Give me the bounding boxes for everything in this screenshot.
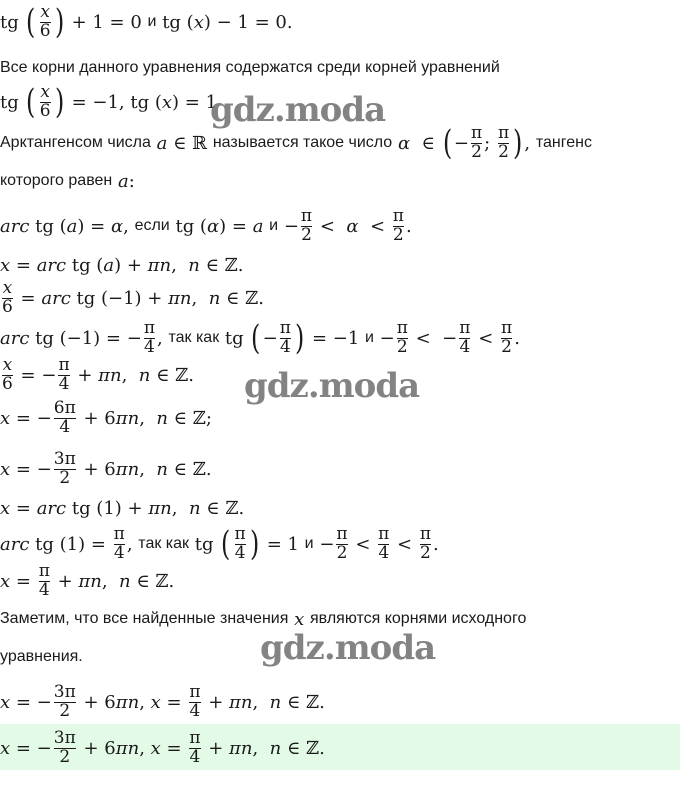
equation-line-15: x = π 4 + πn, n ∈ ℤ.: [0, 560, 175, 600]
equation-line-13: x = arc tg (1) + πn, n ∈ ℤ.: [0, 497, 245, 519]
equation-line-11: x = − 6π 4 + 6πn, n ∈ ℤ;: [0, 397, 212, 437]
definition-line: Арктангенсом числа a ∈ ℝ называется такое число α ∈ ( − π 2 ; π 2 ) , тангенс: [0, 122, 592, 163]
equation-line-12: x = − 3π 2 + 6πn, n ∈ ℤ.: [0, 448, 212, 488]
text-line-which: которого равен a:: [0, 170, 135, 192]
equation-line-8: x 6 = arc tg (−1) + πn, n ∈ ℤ.: [2, 277, 264, 317]
equation-line-18: x = − 3π 2 + 6πn, x = π 4 + πn, n ∈ ℤ.: [0, 681, 325, 721]
answer-line: x = − 3π 2 + 6πn, x = π 4 + πn, n ∈ ℤ.: [0, 727, 325, 767]
equation-line-9: arc tg (−1) = − π 4 , так как tg ( − π 4 ) = −1 и − π 2 < − π 4 < π 2 .: [0, 317, 520, 358]
watermark-logo: gdz.moda: [244, 366, 420, 406]
text-line-roots: Все корни данного уравнения содержатся среди корней уравнений: [0, 59, 500, 76]
equation-line-6: arc tg (a) = α, если tg (α) = a и − π 2 < α < π 2 .: [0, 205, 412, 245]
equation-line-3: tg ( x 6 ) = −1, tg (x) = 1: [0, 81, 218, 122]
watermark-logo: gdz.moda: [210, 90, 386, 130]
equation-line-1: tg ( x 6 ) + 1 = 0 и tg (x) − 1 = 0.: [0, 1, 293, 42]
text-line-note: Заметим, что все найденные значения x являются корнями исходного: [0, 608, 527, 630]
watermark-logo: gdz.moda: [260, 628, 436, 668]
equation-line-7: x = arc tg (a) + πn, n ∈ ℤ.: [0, 254, 244, 276]
equation-line-14: arc tg (1) = π 4 , так как tg ( π 4 ) = 1 и − π 2 < π 4 < π 2 .: [0, 523, 439, 564]
equation-line-10: x 6 = − π 4 + πn, n ∈ ℤ.: [2, 354, 194, 394]
text-line-equation-word: уравнения.: [0, 648, 83, 665]
